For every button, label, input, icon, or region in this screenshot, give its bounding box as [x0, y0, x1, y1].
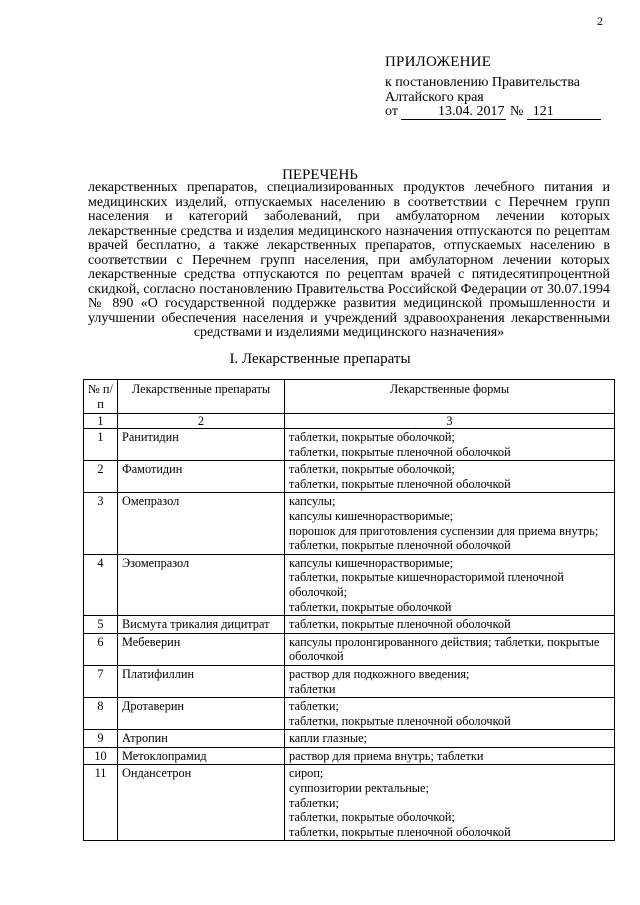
drug-name: Мебеверин — [118, 633, 285, 665]
table-row — [84, 554, 615, 615]
drug-forms — [285, 698, 615, 730]
document-description: лекарственных препаратов, специализированных продуктов лечебного питания и медицинских изделий, отпускаемых населению в соответствии с Перечнем групп населения и категорий заболеваний, при амбулаторном лечении которых лекарственные средства и изделия медицинского назначения отпускаются по рецептам врачей бесплатно, а также лекарственных препаратов, отпускаемых населению в соответствии с Перечнем групп населения, при амбулаторном лечении которых лекарственные средства отпускаются по рецептам врачей с пятидесятипроцентной скидкой, согласно постановлению Правительства Российской Федерации от 30.07.1994 № 890 «О государственной поддержке развития медицинской промышленности и улучшении обеспечения населения и учреждений здравоохранения лекарственными средствами и изделиями медицинского назначения» — [88, 180, 610, 340]
table-row — [84, 461, 615, 493]
appendix-title: ПРИЛОЖЕНИЕ — [385, 54, 492, 70]
dosage-form: капсулы; — [289, 494, 336, 509]
appendix-date-prefix: от — [385, 104, 398, 119]
drug-name: Ондансетрон — [118, 765, 285, 841]
row-number: 2 — [84, 461, 118, 493]
dosage-form: таблетки, покрытые пленочной оболочкой — [289, 617, 511, 632]
document-title: ПЕРЕЧЕНЬ — [282, 167, 358, 183]
row-number: 9 — [84, 730, 118, 748]
dosage-form: таблетки, покрытые пленочной оболочкой — [289, 444, 511, 459]
index-cell: 2 — [118, 414, 285, 429]
drug-name: Эзомепразол — [118, 554, 285, 615]
dosage-form: таблетки; — [289, 795, 339, 810]
row-number: 4 — [84, 554, 118, 615]
table-row — [84, 765, 615, 841]
drug-forms — [285, 730, 615, 748]
appendix-date: 13.04. 2017 — [401, 104, 506, 120]
table-row — [84, 730, 615, 748]
drug-name: Омепразол — [118, 493, 285, 554]
drug-forms — [285, 665, 615, 697]
appendix-number-prefix: № — [509, 104, 524, 119]
dosage-form: таблетки, покрытые оболочкой; — [289, 810, 455, 825]
dosage-form: суппозитории ректальные; — [289, 781, 429, 796]
index-cell: 1 — [84, 414, 118, 429]
appendix-number: 121 — [527, 104, 601, 120]
table-row — [84, 429, 615, 461]
drug-table — [83, 379, 615, 841]
dosage-form: раствор для подкожного введения; — [289, 666, 470, 681]
table-row — [84, 665, 615, 697]
table-row — [84, 633, 615, 665]
dosage-form: таблетки, покрытые оболочкой — [289, 599, 452, 614]
drug-name: Фамотидин — [118, 461, 285, 493]
dosage-form: капсулы кишечнорастворимые; — [289, 555, 454, 570]
dosage-form: таблетки, покрытые кишечнорасторимой пленочной оболочкой; — [289, 570, 564, 599]
dosage-form: таблетки, покрытые оболочкой; — [289, 430, 455, 444]
drug-name: Атропин — [118, 730, 285, 748]
dosage-form: капсулы пролонгированного действия; таблетки, покрытые оболочкой — [289, 634, 600, 664]
table-header-row — [84, 380, 615, 414]
drug-forms — [285, 493, 615, 554]
drug-forms — [285, 554, 615, 615]
dosage-form: таблетки; — [289, 699, 339, 714]
drug-forms — [285, 616, 615, 634]
drug-forms — [285, 429, 615, 461]
appendix-region-line: Алтайского края — [385, 90, 484, 105]
index-cell: 3 — [285, 414, 615, 429]
dosage-form: сироп; — [289, 766, 324, 781]
dosage-form: капли глазные; — [289, 731, 368, 746]
row-number: 5 — [84, 616, 118, 634]
drug-forms — [285, 633, 615, 665]
dosage-form: порошок для приготовления суспензии для приема внутрь; — [289, 523, 599, 538]
dosage-form: таблетки, покрытые пленочной оболочкой — [289, 824, 511, 839]
table-row — [84, 747, 615, 765]
dosage-form: таблетки, покрытые пленочной оболочкой — [289, 476, 511, 491]
header-number: № п/п — [84, 380, 118, 414]
drug-name: Платифиллин — [118, 665, 285, 697]
section-title: I. Лекарственные препараты — [229, 351, 411, 367]
header-drug: Лекарственные препараты — [118, 380, 285, 414]
dosage-form: таблетки — [289, 681, 336, 696]
dosage-form: таблетки, покрытые пленочной оболочкой — [289, 538, 511, 553]
header-forms: Лекарственные формы — [285, 380, 615, 414]
row-number: 8 — [84, 698, 118, 730]
row-number: 6 — [84, 633, 118, 665]
appendix-date-row — [385, 104, 601, 120]
row-number: 7 — [84, 665, 118, 697]
row-number: 1 — [84, 429, 118, 461]
appendix-resolution-line: к постановлению Правительства — [385, 75, 581, 90]
table-index-row — [84, 414, 615, 429]
drug-name: Ранитидин — [118, 429, 285, 461]
drug-forms — [285, 765, 615, 841]
table-row — [84, 493, 615, 554]
page-number: 2 — [597, 14, 603, 28]
table-row — [84, 698, 615, 730]
row-number: 10 — [84, 747, 118, 765]
drug-name: Дротаверин — [118, 698, 285, 730]
table-row — [84, 616, 615, 634]
dosage-form: раствор для приема внутрь; таблетки — [289, 748, 484, 763]
dosage-form: таблетки, покрытые оболочкой; — [289, 462, 455, 477]
drug-name: Висмута трикалия дицитрат — [118, 616, 285, 634]
dosage-form: таблетки, покрытые пленочной оболочкой — [289, 713, 511, 728]
drug-forms — [285, 747, 615, 765]
drug-name: Метоклопрамид — [118, 747, 285, 765]
drug-forms — [285, 461, 615, 493]
row-number: 3 — [84, 493, 118, 554]
dosage-form: капсулы кишечнорастворимые; — [289, 508, 454, 523]
row-number: 11 — [84, 765, 118, 841]
